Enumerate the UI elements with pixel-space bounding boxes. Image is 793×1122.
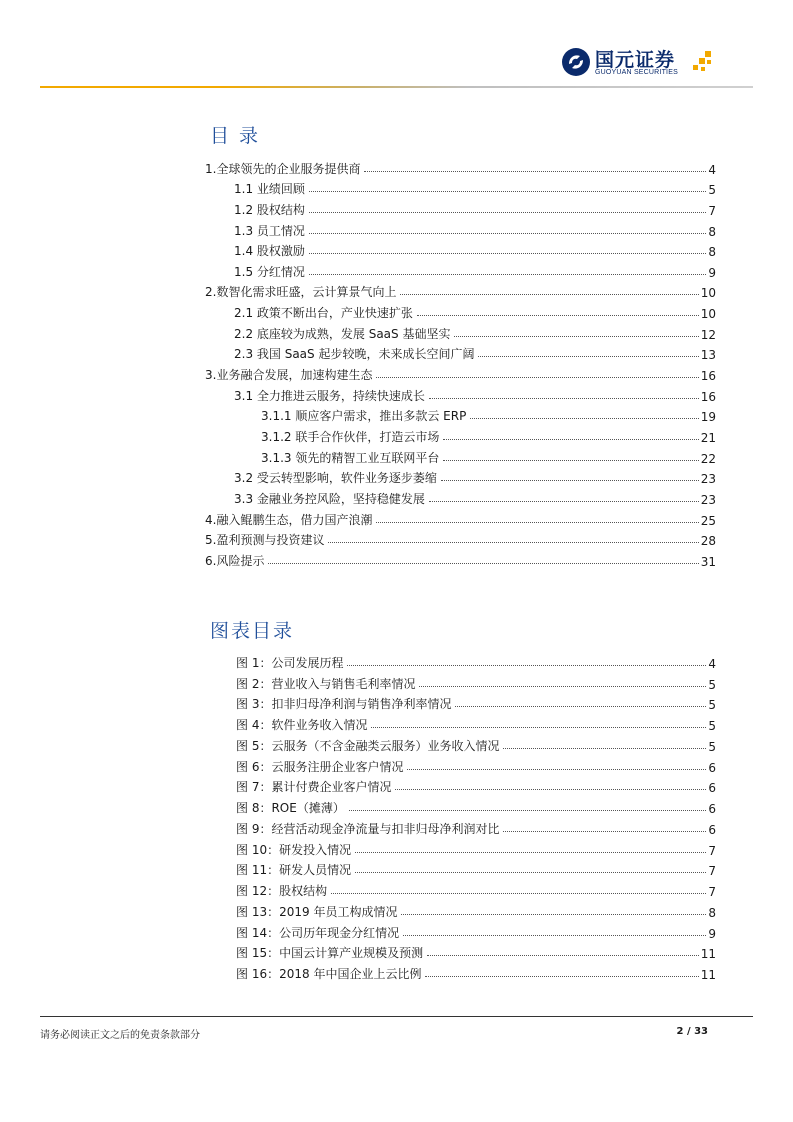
toc-entry[interactable] xyxy=(205,466,716,487)
toc-entry-page: 31 xyxy=(700,554,716,569)
figure-entry[interactable] xyxy=(236,837,716,858)
toc-entry-page: 5 xyxy=(708,183,716,198)
toc-entry-leader xyxy=(376,522,698,523)
toc-entry[interactable] xyxy=(205,156,716,177)
figure-entry-page: 11 xyxy=(700,968,716,982)
toc-entry[interactable] xyxy=(205,404,716,425)
figure-entry[interactable] xyxy=(236,692,716,713)
header-divider xyxy=(40,86,753,88)
figure-entry-page: 4 xyxy=(708,656,716,671)
figure-entry-leader xyxy=(349,810,707,811)
toc-entry-page: 12 xyxy=(700,327,716,342)
figure-entry-page: 6 xyxy=(708,760,716,775)
figure-entry-page: 9 xyxy=(708,926,716,941)
figure-list xyxy=(236,650,716,982)
figure-entry[interactable] xyxy=(236,858,716,879)
toc-entry-leader xyxy=(376,377,698,378)
figure-entry-page: 11 xyxy=(700,947,716,962)
figure-entry-leader xyxy=(395,789,706,790)
figure-entry-leader xyxy=(371,727,706,728)
figure-entry-label: 图 4：软件业务收入情况 xyxy=(236,718,368,732)
figure-entry-label: 图 1：公司发展历程 xyxy=(236,655,344,670)
figure-entry-leader xyxy=(331,893,706,894)
toc-entry[interactable] xyxy=(205,486,716,507)
figure-entry-label: 图 11：研发人员情况 xyxy=(236,863,352,878)
figure-entry-label: 图 6：云服务注册企业客户情况 xyxy=(236,759,404,774)
toc-entry[interactable] xyxy=(205,280,716,301)
toc-entry[interactable] xyxy=(205,321,716,342)
toc-entry-label: 1.5 分红情况 xyxy=(205,263,307,280)
toc-entry-label: 3.业务融合发展，加速构建生态 xyxy=(205,368,373,383)
figure-entry-label: 图 9：经营活动现金净流量与扣非归母净利润对比 xyxy=(236,821,500,836)
toc-entry-label: 3.1.1 顺应客户需求，推出多款云 ERP xyxy=(205,407,468,424)
figure-entry[interactable] xyxy=(236,816,716,837)
figure-entry-page: 7 xyxy=(708,885,716,899)
figure-entry-leader xyxy=(403,935,706,936)
logo-english-name: GUOYUAN SECURITIES xyxy=(595,69,678,76)
toc-entry-page: 23 xyxy=(700,492,716,507)
figure-entry-leader xyxy=(355,852,706,853)
toc-entry-page: 16 xyxy=(700,369,716,384)
toc-entry-label: 2.2 底座较为成熟，发展 SaaS 基础坚实 xyxy=(205,325,452,342)
figure-entry[interactable] xyxy=(236,733,716,754)
figure-entry-page: 5 xyxy=(708,739,716,754)
figure-entry[interactable] xyxy=(236,961,716,982)
toc-entry[interactable] xyxy=(205,300,716,321)
figure-entry-page: 5 xyxy=(708,719,716,733)
toc-entry-page: 25 xyxy=(700,513,716,528)
toc-entry-label: 3.1.3 领先的精智工业互联网平台 xyxy=(205,449,441,466)
toc-entry-page: 23 xyxy=(700,472,716,487)
figure-entry-leader xyxy=(347,665,706,666)
toc-entry-page: 4 xyxy=(708,162,716,177)
toc-entry-leader xyxy=(309,212,706,213)
toc-entry-label: 1.3 员工情况 xyxy=(205,222,307,239)
toc-entry[interactable] xyxy=(205,445,716,466)
toc-entry-leader xyxy=(454,336,698,337)
toc-entry-leader xyxy=(309,274,706,275)
toc-entry-label: 3.2 受云转型影响，软件业务逐步萎缩 xyxy=(205,469,439,486)
figure-entry[interactable] xyxy=(236,941,716,962)
figure-entry[interactable] xyxy=(236,671,716,692)
toc-entry[interactable] xyxy=(205,383,716,404)
toc-entry-label: 1.4 股权激励 xyxy=(205,242,307,259)
toc-entry-leader xyxy=(478,356,698,357)
toc-entry-leader xyxy=(400,294,698,295)
footer-disclaimer: 请务必阅读正文之后的免责条款部分 xyxy=(40,1030,200,1041)
toc-entry-label: 3.1.2 联手合作伙伴，打造云市场 xyxy=(205,428,441,445)
figure-entry[interactable] xyxy=(236,712,716,733)
toc-entry-label: 3.3 金融业务控风险，坚持稳健发展 xyxy=(205,490,427,507)
toc-entry-leader xyxy=(429,398,699,399)
toc-entry-label: 2.3 我国 SaaS 起步较晚，未来成长空间广阔 xyxy=(205,345,476,362)
toc-entry-page: 22 xyxy=(700,451,716,466)
figure-entry-leader xyxy=(355,872,706,873)
figure-entry-label: 图 15：中国云计算产业规模及预测 xyxy=(236,946,424,961)
figure-entry-leader xyxy=(407,769,706,770)
toc-entry[interactable] xyxy=(205,239,716,260)
toc-entry-label: 4.融入鲲鹏生态，借力国产浪潮 xyxy=(205,512,373,527)
toc-entry[interactable] xyxy=(205,218,716,239)
figures-title: 图表目录 xyxy=(210,620,295,642)
toc-entry-page: 8 xyxy=(708,224,716,239)
figure-entry-leader xyxy=(455,706,706,707)
toc-entry-page: 16 xyxy=(700,389,716,404)
figure-entry[interactable] xyxy=(236,878,716,899)
figure-entry-label: 图 7：累计付费企业客户情况 xyxy=(236,780,392,795)
toc-entry[interactable] xyxy=(205,177,716,198)
figure-entry-label: 图 10：研发投入情况 xyxy=(236,842,352,857)
toc-entry-label: 5.盈利预测与投资建议 xyxy=(205,533,325,548)
toc-entry[interactable] xyxy=(205,548,716,569)
figure-entry[interactable] xyxy=(236,795,716,816)
toc-entry-page: 10 xyxy=(700,307,716,322)
toc-entry-page: 9 xyxy=(708,265,716,280)
figure-entry-page: 6 xyxy=(708,781,716,796)
toc-entry-label: 1.1 业绩回顾 xyxy=(205,180,307,197)
toc-entry-page: 28 xyxy=(700,534,716,549)
toc-entry-leader xyxy=(309,253,706,254)
toc-entry-page: 7 xyxy=(708,203,716,218)
toc-entry-leader xyxy=(364,171,706,172)
toc-entry-leader xyxy=(443,460,698,461)
toc-entry-label: 6.风险提示 xyxy=(205,553,265,568)
toc-entry-leader xyxy=(441,480,699,481)
figure-entry[interactable] xyxy=(236,899,716,920)
figure-entry-leader xyxy=(425,976,698,977)
figure-entry-page: 6 xyxy=(708,822,716,837)
toc-list xyxy=(205,156,716,569)
figure-entry-label: 图 13：2019 年员工构成情况 xyxy=(236,904,398,919)
figure-entry-page: 8 xyxy=(708,905,716,920)
toc-entry[interactable] xyxy=(205,259,716,280)
figure-entry[interactable] xyxy=(236,920,716,941)
figure-entry[interactable] xyxy=(236,650,716,671)
figure-entry-label: 图 2：营业收入与销售毛利率情况 xyxy=(236,676,416,691)
toc-entry-label: 2.数智化需求旺盛，云计算景气向上 xyxy=(205,285,397,300)
toc-entry[interactable] xyxy=(205,424,716,445)
figure-entry-leader xyxy=(419,686,706,687)
toc-entry-leader xyxy=(268,563,698,564)
toc-entry[interactable] xyxy=(205,507,716,528)
toc-entry-label: 1.2 股权结构 xyxy=(205,201,307,218)
toc-entry[interactable] xyxy=(205,528,716,549)
toc-entry-page: 21 xyxy=(700,430,716,445)
figure-entry-label: 图 12：股权结构 xyxy=(236,884,328,898)
guoyuan-logo-icon xyxy=(561,47,591,77)
toc-entry-label: 1.全球领先的企业服务提供商 xyxy=(205,161,361,176)
figure-entry-page: 5 xyxy=(708,677,716,692)
toc-entry-leader xyxy=(470,418,698,419)
logo-square-decoration-icon xyxy=(691,51,715,75)
toc-entry-page: 19 xyxy=(700,410,716,425)
figure-entry-page: 7 xyxy=(708,843,716,858)
toc-entry-page: 13 xyxy=(700,348,716,363)
toc-entry-leader xyxy=(417,315,699,316)
toc-entry[interactable] xyxy=(205,362,716,383)
figure-entry-page: 5 xyxy=(708,698,716,713)
figure-entry-leader xyxy=(503,748,706,749)
toc-title: 目 录 xyxy=(210,125,261,147)
toc-entry-leader xyxy=(328,542,698,543)
toc-entry[interactable] xyxy=(205,197,716,218)
figure-entry-label: 图 16：2018 年中国企业上云比例 xyxy=(236,967,422,981)
figure-entry[interactable] xyxy=(236,775,716,796)
figure-entry-label: 图 14：公司历年现金分红情况 xyxy=(236,925,400,940)
figure-entry-leader xyxy=(401,914,706,915)
figure-entry-label: 图 5：云服务（不含金融类云服务）业务收入情况 xyxy=(236,738,500,753)
toc-entry[interactable] xyxy=(205,342,716,363)
figure-entry-label: 图 8：ROE（摊薄） xyxy=(236,801,345,815)
figure-entry-leader xyxy=(427,955,699,956)
footer-divider xyxy=(40,1016,753,1017)
page-indicator: 2 / 33 xyxy=(676,1026,708,1037)
company-logo xyxy=(561,45,731,81)
figure-entry-page: 6 xyxy=(708,802,716,816)
toc-entry-leader xyxy=(309,191,706,192)
toc-entry-leader xyxy=(443,439,698,440)
logo-chinese-name: 国元证券 xyxy=(595,49,676,71)
figure-entry[interactable] xyxy=(236,754,716,775)
figure-entry-label: 图 3：扣非归母净利润与销售净利率情况 xyxy=(236,697,452,712)
toc-entry-label: 2.1 政策不断出台，产业快速扩张 xyxy=(205,304,415,321)
figure-entry-leader xyxy=(503,831,706,832)
toc-entry-leader xyxy=(309,233,706,234)
toc-entry-leader xyxy=(429,501,699,502)
figure-entry-page: 7 xyxy=(708,864,716,879)
toc-entry-page: 10 xyxy=(700,286,716,301)
toc-entry-page: 8 xyxy=(708,245,716,260)
toc-entry-label: 3.1 全力推进云服务，持续快速成长 xyxy=(205,387,427,404)
